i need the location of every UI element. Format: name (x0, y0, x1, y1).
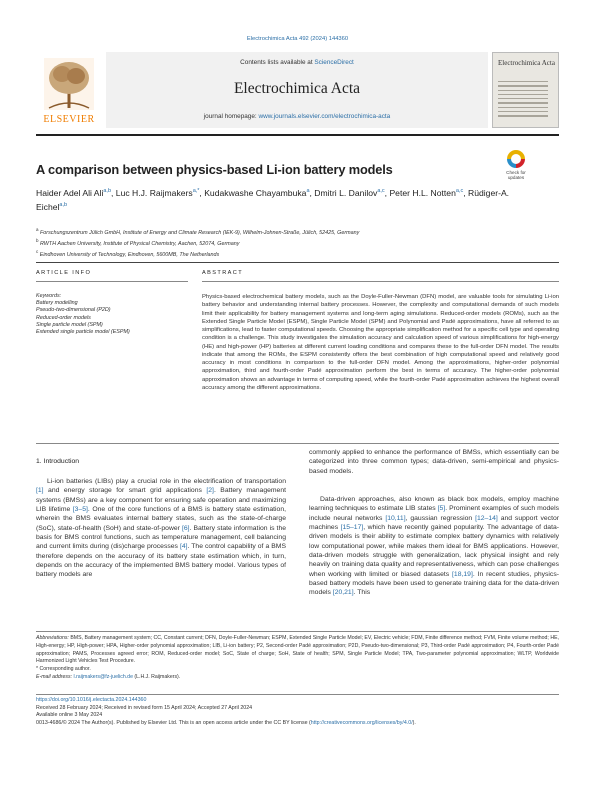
author-list: Haider Adel Ali Ali$^{a,b}$, Luc H.J. Raijmakers$^{a,*}$, Kudakwashe Chayambuka$^a$, Dmitri L. Danilov$^{a,c}$, Peter H.L. Notten$^{a,c}$, Rüdiger-A. Eichel$^{a,b}$ (36, 187, 510, 213)
author-name[interactable]: Rüdiger-A. Eichel (36, 187, 510, 213)
masthead (36, 52, 559, 132)
introduction-heading: 1. Introduction (36, 458, 80, 465)
footnotes (36, 635, 559, 682)
citation-link[interactable]: [1] (36, 487, 44, 495)
abbreviations-footnote: Abbreviations: BMS, Battery management system; CC, Constant current; DFN, Doyle-Fuller-Newman; ESPM, Extended Single Particle Model; EV, Electric vehicle; FDM, Finite difference method; FVM, Finite volume method; HE, High-energy; HP, High-power; HPA, Higher-order polynomial approximation; LIB, Li-ion battery; P2, Second-order Padé approximation; P2D, Pseudo-two-dimensional; P3, Third-order Padé approximation; P4, Fourth-order Padé approximation; PAMS, Processes agreed error; ROM, Reduced-order model; SoC, State of charge; SoH, State of health; SPM, Single Particle Model; TPA, Two-parameter polynomial approximation; WLTP, Worldwide Harmonized Light Vehicles Test Procedure. (36, 635, 559, 665)
citation-link[interactable]: [3–5] (72, 506, 88, 514)
abstract-heading: ABSTRACT (202, 270, 244, 276)
author-affiliation-marker[interactable]: a,c (377, 188, 385, 194)
email-link[interactable]: l.raijmakers@fz-juelich.de (73, 673, 133, 680)
citation-link[interactable]: [10,11] (385, 514, 406, 522)
citation-link[interactable]: [2] (206, 487, 214, 495)
citation-link[interactable]: [20,21] (332, 589, 354, 597)
keyword[interactable]: Extended single particle model (ESPM) (36, 329, 130, 336)
keyword[interactable]: Battery modelling (36, 300, 78, 307)
abstract-text: Physics-based electrochemical battery models, such as the Doyle-Fuller-Newman (DFN) model, are valuable tools for simulating Li-ion battery behavior and understanding internal battery processes. However, the complexity and computational demands of such models limit their applicability for battery management systems and long-term aging simulations. Reduced-order models (ROMs), such as the Extended Single Particle Model (ESPM), Single Particle Model (SPM) and Polynomial and Padé approximations, have all referred to as simplifications, lead to faster computational speeds. Choosing the appropriate simplification method for a specific cell type and operating condition is a challenge. This study investigates the simulation accuracy and calculation speed of various simplifications for high-energy (HE) and high-power (HP) batteries at different current loading conditions and compares these to the full-order DFN model. The results indicate that among the ROMs, the ESPM consistently offers the best combination of high computational speed and relatively good accuracy in most conditions in comparison to the full-order DFN model. Among the approximations, higher-order polynomial approximation, third and fourth-order Padé approximation perform the best in terms of accuracy. The higher-order polynomial approximation shows an advantage in terms of computing speed, while the fourth-order Padé approximation achieves the highest overall accuracy among the different approximations. (202, 294, 559, 391)
sciencedirect-link[interactable]: ScienceDirect (314, 59, 354, 66)
keywords-block (36, 293, 188, 336)
cover-decoration (498, 81, 548, 120)
cover-title: Electrochimica Acta (498, 59, 555, 67)
homepage-line: journal homepage: www.journals.elsevier.com/electrochimica-acta (203, 113, 391, 120)
crossmark-label: Check for updates (506, 170, 526, 180)
affiliation: $^a$ Forschungszentrum Jülich GmbH, Institute of Energy and Climate Research (IEK-9), Wilhelm-Johnen-Straße, Jülich, 52425, Germany (36, 227, 360, 236)
header-rule (36, 134, 559, 136)
received-dates: Received 28 February 2024; Received in revised form 15 April 2024; Accepted 27 April 2024 (36, 704, 253, 711)
journal-banner (106, 52, 488, 128)
citation-link[interactable]: [5] (437, 505, 446, 513)
section-rule (36, 262, 559, 263)
journal-reference[interactable]: Electrochimica Acta 492 (2024) 144360 (246, 36, 349, 42)
publication-info (36, 697, 559, 727)
author-name[interactable]: Peter H.L. Notten (389, 187, 456, 198)
license-link[interactable]: http://creativecommons.org/licenses/by/4.0/ (310, 719, 413, 726)
author-affiliation-marker[interactable]: a,c (455, 188, 464, 194)
author-name[interactable]: Dmitri L. Danilov (314, 187, 378, 198)
affiliation-list (36, 226, 559, 259)
publisher-name: ELSEVIER (43, 114, 95, 125)
citation-link[interactable]: [4] (179, 543, 188, 551)
keywords-heading: Keywords: (36, 293, 62, 299)
license-line: 0013-4686/© 2024 The Author(s). Published by Elsevier Ltd. This is an open access article under the CC BY license (http://creativecommons.org/licenses/by/4.0/). (36, 719, 416, 726)
article-title: A comparison between physics-based Li-ion battery models (36, 162, 393, 177)
keyword-list (36, 300, 188, 336)
introduction-right-paragraph-1: commonly applied to enhance the performance of BMSs, which essentially can be categorized into three common types; data-driven, semi-empirical and physics-based models. (309, 449, 559, 475)
keyword[interactable]: Single particle model (SPM) (36, 321, 103, 328)
citation-link[interactable]: [18,19] (452, 570, 473, 578)
author-name[interactable]: Haider Adel Ali Ali (36, 187, 104, 198)
corresponding-author-note: * Corresponding author. (36, 666, 91, 673)
available-online: Available online 3 May 2024 (36, 712, 103, 719)
keyword[interactable]: Reduced-order models (36, 314, 91, 321)
author-affiliation-marker[interactable]: a (306, 188, 310, 194)
article-info-heading: ARTICLE INFO (36, 270, 92, 276)
elsevier-logo[interactable] (36, 52, 102, 128)
author-affiliation-marker[interactable]: a,b (59, 202, 68, 209)
citation-link[interactable]: [15–17] (340, 524, 364, 532)
elsevier-tree-icon (44, 58, 94, 110)
affiliation: $^b$ RWTH Aachen University, Institute of Physical Chemistry, Aachen, 52074, Germany (36, 238, 240, 247)
affiliation: $^c$ Eindhoven University of Technology, Eindhoven, 5600MB, The Netherlands (36, 249, 220, 258)
email-note: E-mail address: l.raijmakers@fz-juelich.de (L.H.J. Raijmakers). (36, 673, 181, 680)
introduction-right-paragraph-2: Data-driven approaches, also known as black box models, employ machine learning techniques to estimate LIB states [5]. Prominent examples of such models include neural networks [10,11], gaussian regression [12–14] and support vector machines [15–17], which have recently gained popularity. The advantage of data-driven models is their ability to estimate complex battery dynamics with relatively low computational power, while makes them ideal for BMS applications. However, data-driven models struggle with generalization, lack physical insight and rely heavily on training data quality and representativeness, which can pose challenges when working with limited or biased datasets [18,19]. In recent studies, physics-based battery models have been used to generate training data for the data-driven models [20,21]. This (309, 496, 560, 597)
contents-line: Contents lists available at ScienceDirect (240, 59, 354, 66)
journal-cover-thumbnail[interactable] (492, 52, 559, 128)
journal-homepage-link[interactable]: www.journals.elsevier.com/electrochimica-acta (258, 113, 391, 120)
doi-link[interactable]: https://doi.org/10.1016/j.electacta.2024.144360 (36, 697, 147, 703)
author-name[interactable]: Kudakwashe Chayambuka (204, 187, 307, 198)
citation-link[interactable]: [12–14] (475, 514, 498, 522)
author-affiliation-marker[interactable]: a,* (192, 188, 200, 194)
author-affiliation-marker[interactable]: a,b (103, 188, 112, 194)
journal-name: Electrochimica Acta (233, 80, 361, 97)
citation-link[interactable]: [6] (181, 524, 190, 532)
author-name[interactable]: Luc H.J. Raijmakers (115, 187, 193, 198)
introduction-left-column: Li-ion batteries (LIBs) play a crucial role in the electrification of transportation [1] and energy storage for smart grid applications [2]. Battery management systems (BMSs) are a key component for ensuring safe operation and maximizing LIB lifetime [3–5]. One of the core functions of a BMS is battery state estimation, wherein the BMS evaluates internal battery states, such as the state-of-charge (SoC), state-of-health (SoH) and state-of-power [6]. Battery state information is the basis for BMS control functions, such as temperature management, cell balancing and current limits during (dis)charge processes [4]. The control capability of a BMS therefore depends on the accuracy of its battery state estimation which, in turn, depends on the accuracy of the implemented BMS battery model. Various types of battery models are (36, 478, 287, 579)
crossmark-badge[interactable] (501, 149, 531, 182)
keyword[interactable]: Pseudo-two-dimensional (P2D) (36, 307, 111, 314)
